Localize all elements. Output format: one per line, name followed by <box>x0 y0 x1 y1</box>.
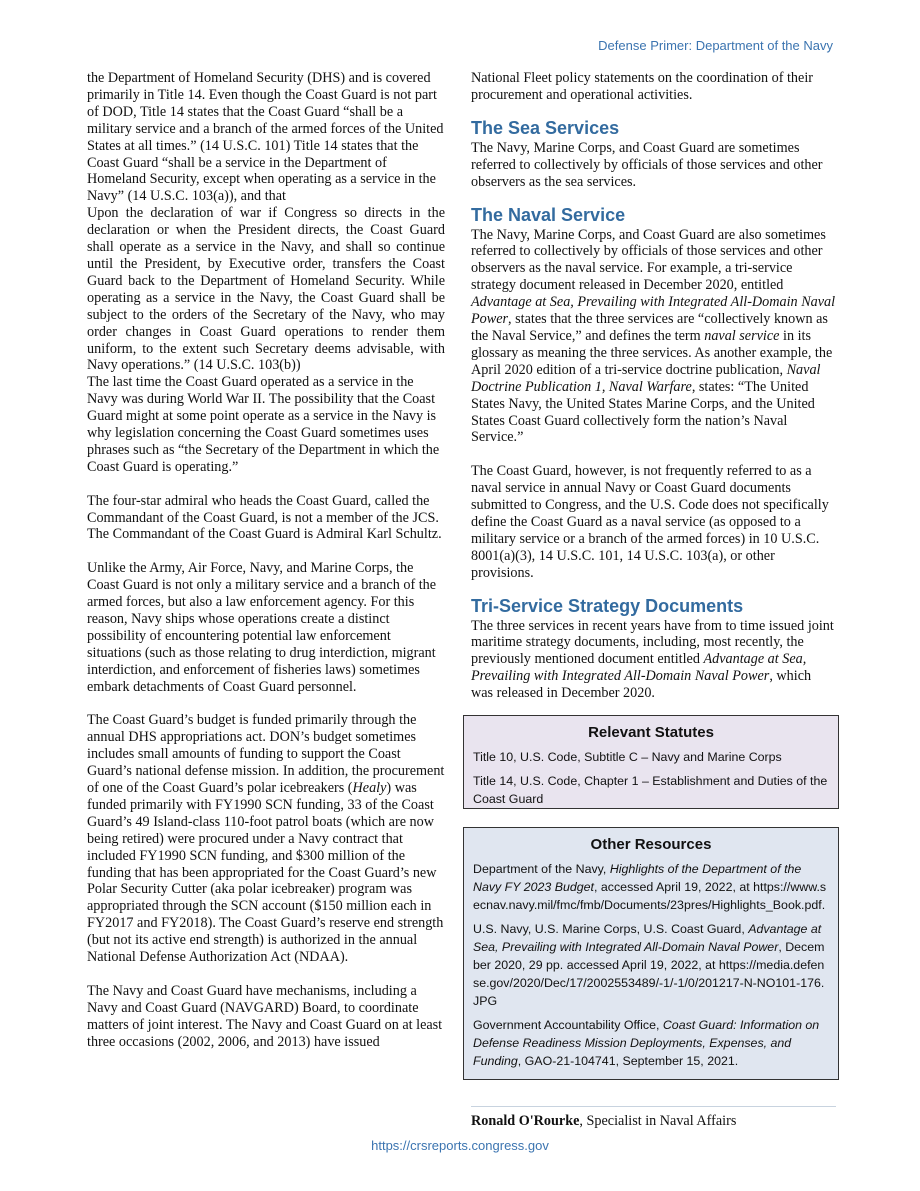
box-title: Other Resources <box>590 836 712 853</box>
ship-name: Healy <box>352 780 387 797</box>
author-line <box>471 1106 836 1130</box>
relevant-statutes-box <box>463 715 839 809</box>
block-quote: Upon the declaration of war if Congress so directs in the declaration or when the President directs, the Coast Guard shall operate as a service in the Navy, and shall so continue until the President, by Executive order, transfers the Coast Guard back to the Department of Homeland Security. While operating as a service in the Navy, the Coast Guard shall be subject to the orders of the Secretary of the Navy, who may order changes in Coast Guard operations to render them uniform, to the extent such Secretary deems advisable, with Navy operations.” (14 U.S.C. 103(b)) <box>87 205 445 374</box>
author-role: , Specialist in Naval Affairs <box>579 1113 737 1129</box>
paragraph: Unlike the Army, Air Force, Navy, and Marine Corps, the Coast Guard is not only a military service and a branch of the armed forces, but also a law enforcement agency. For this reason, Navy ships whose operations create a distinct possibility of encountering potential law enforcement situations (such as those relating to drug interdiction, migrant interdiction, and enforcement of fisheries laws) sometimes embark detachments of Coast Guard personnel. <box>87 560 437 695</box>
section-heading-sea-services: The Sea Services <box>471 117 620 138</box>
section-heading-tri-service: Tri-Service Strategy Documents <box>471 595 744 616</box>
paragraph: The three services in recent years have from to time issued joint maritime strategy documents, including, most recently, the previously mentioned document entitled Advantage at Sea, Prevailing with Integrated All-Domain Naval Power, which was released in December 2020. <box>471 617 834 702</box>
resource-item: Government Accountability Office, Coast Guard: Information on Defense Readiness Mission Deployments, Expenses, and Funding, GAO-21-104741, September 15, 2021. <box>473 1018 820 1068</box>
right-column <box>471 70 836 702</box>
paragraph: The four-star admiral who heads the Coast Guard, called the Commandant of the Coast Guard, is not a member of the JCS. The Commandant of the Coast Guard is Admiral Karl Schultz. <box>87 492 442 543</box>
running-header: Defense Primer: Department of the Navy <box>598 38 833 53</box>
resource-item: Department of the Navy, Highlights of the Department of the Navy FY 2023 Budget, accessed April 19, 2022, at https://www.secnav.navy.mil/fmc/fmb/Documents/23pres/Highlights_Book.pdf. <box>473 862 827 912</box>
statute-item: Title 10, U.S. Code, Subtitle C – Navy and Marine Corps <box>473 750 782 764</box>
paragraph: The Coast Guard’s budget is funded primarily through the annual DHS appropriations act. DON’s budget sometimes includes small amounts of funding to support the Coast Guard’s national defense mission. In addition, the procurement of one of the Coast Guard’s polar icebreakers (Healy) was funded primarily with FY1990 SCN funding, 33 of the Coast Guard’s 49 Island-class 110-foot patrol boats (which are now being retired) were procured under a Navy contract that included FY1990 SCN funding, and $300 million of the funding that has been appropriated for the Coast Guard’s new Polar Security Cutter (aka polar icebreaker) program was appropriated through the SCN account ($150 million each in FY2017 and FY2018). The Coast Guard’s reserve end strength (but not its active end strength) is authorized in the annual National Defense Authorization Act (NDAA). <box>87 712 445 966</box>
paragraph: The Coast Guard, however, is not frequently referred to as a naval service in annual Navy or Coast Guard documents submitted to Congress, and the U.S. Code does not specifically define the Coast Guard as a naval service (as opposed to a military service or a branch of the armed forces) in 10 U.S.C. 8001(a)(3), 14 U.S.C. 101, 14 U.S.C. 103(a), or other provisions. <box>471 463 829 581</box>
author-name: Ronald O'Rourke <box>471 1113 580 1129</box>
statute-item: Title 14, U.S. Code, Chapter 1 – Establishment and Duties of the Coast Guard <box>473 774 828 806</box>
resource-item: U.S. Navy, U.S. Marine Corps, U.S. Coast Guard, Advantage at Sea, Prevailing with Integrated All-Domain Naval Power, December 2020, 29 pp. accessed April 19, 2022, at https://media.defense.gov/2020/Dec/17/2002553489/-1/-1/0/201217-N-NO101-176.JPG <box>473 922 825 1008</box>
left-column <box>87 70 445 1051</box>
other-resources-box <box>463 827 839 1080</box>
paragraph: The Navy, Marine Corps, and Coast Guard are also sometimes referred to collectively by officials of those services and other observers as the naval service. For example, a tri-service strategy document released in December 2020, entitled Advantage at Sea, Prevailing with Integrated All-Domain Naval Power, states that the three services are “collectively known as the Naval Service,” and defines the term naval service in its glossary as meaning the three services. As another example, the April 2020 edition of a tri-service doctrine publication, Naval Doctrine Publication 1, Naval Warfare, states: “The United States Navy, the United States Marine Corps, and the United States Coast Guard collectively form the nation’s Naval Service.” <box>471 226 836 446</box>
box-title: Relevant Statutes <box>588 724 714 741</box>
section-heading-naval-service: The Naval Service <box>471 204 626 225</box>
footer-link[interactable]: https://crsreports.congress.gov <box>371 1138 549 1153</box>
paragraph: The Navy and Coast Guard have mechanisms, including a Navy and Coast Guard (NAVGARD) Board, to coordinate matters of joint interest. The Navy and Coast Guard on at least three occasions (2002, 2006, and 2013) have issued <box>87 982 443 1050</box>
paragraph: National Fleet policy statements on the coordination of their procurement and operational activities. <box>471 70 813 103</box>
paragraph: The Navy, Marine Corps, and Coast Guard are sometimes referred to collectively by officials of those services and other observers as the sea services. <box>471 139 823 190</box>
paragraph: The last time the Coast Guard operated as a service in the Navy was during World War II. The possibility that the Coast Guard might at some point operate as a service in the Navy is why legislation concerning the Coast Guard sometimes uses phrases such as “the Secretary of the Department in which the Coast Guard is operating.” <box>87 374 440 475</box>
paragraph: the Department of Homeland Security (DHS) and is covered primarily in Title 14. Even though the Coast Guard is not part of DOD, Title 14 states that the Coast Guard “shall be a military service and a branch of the armed forces of the United States at all times.” (14 U.S.C. 101) Title 14 states that the Coast Guard “shall be a service in the Department of Homeland Security, except when operating as a service in the Navy” (14 U.S.C. 103(a)), and that <box>87 70 444 205</box>
